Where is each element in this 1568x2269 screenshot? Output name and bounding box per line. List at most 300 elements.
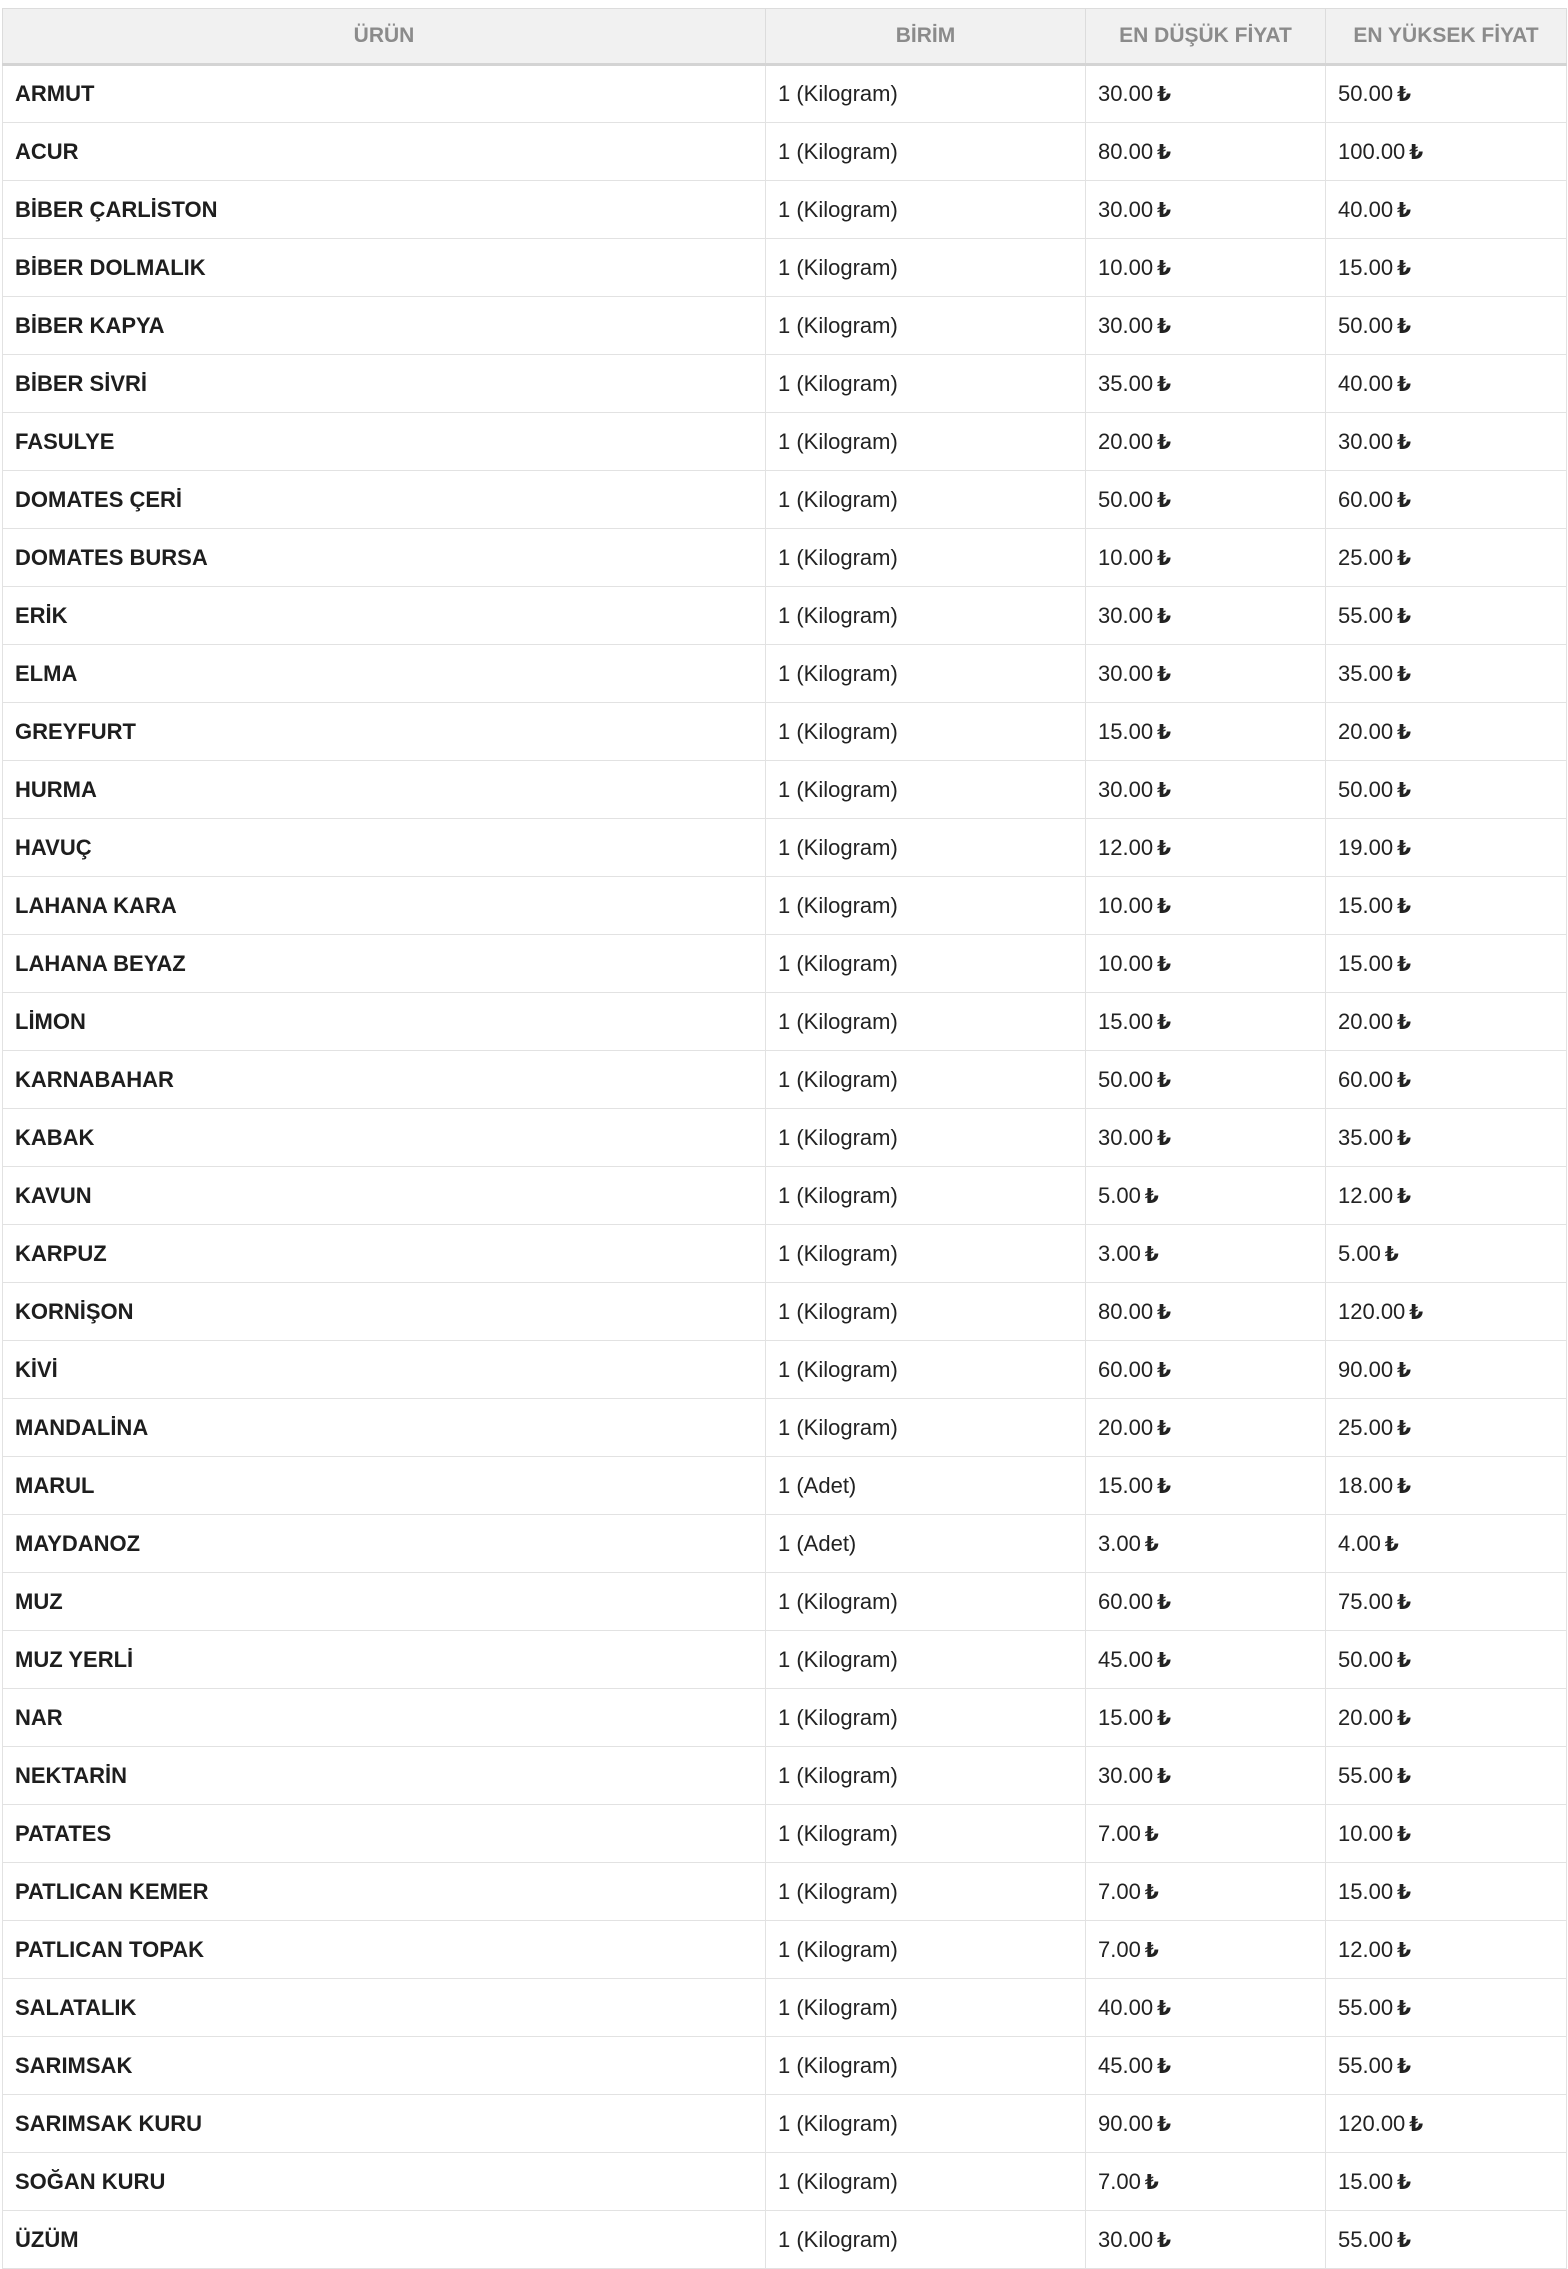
lira-icon: ₺ <box>1157 2055 1171 2078</box>
lira-icon: ₺ <box>1397 895 1411 918</box>
lira-icon: ₺ <box>1409 141 1424 164</box>
product-name <box>3 1341 766 1399</box>
lira-icon: ₺ <box>1157 1649 1171 1672</box>
product-name-value: HAVUÇ <box>15 834 92 860</box>
product-name <box>3 1109 766 1167</box>
max-price-cell <box>1326 1805 1567 1863</box>
max-price-cell-value: 50.00 <box>1338 312 1394 338</box>
min-price-cell-value: 30.00 <box>1098 660 1154 686</box>
unit-cell <box>766 1689 1086 1747</box>
lira-icon: ₺ <box>1157 953 1171 976</box>
min-price-cell-value: 10.00 <box>1098 950 1154 976</box>
unit-cell-value: 1 (Adet) <box>778 1530 857 1556</box>
product-name <box>3 239 766 297</box>
product-name-value: BİBER SİVRİ <box>15 370 148 396</box>
min-price-cell <box>1086 123 1326 181</box>
lira-icon: ₺ <box>1157 257 1171 280</box>
product-name <box>3 1457 766 1515</box>
product-name-value: PATLICAN TOPAK <box>15 1936 205 1962</box>
min-price-cell <box>1086 1399 1326 1457</box>
lira-icon: ₺ <box>1157 605 1171 628</box>
lira-icon: ₺ <box>1397 953 1411 976</box>
price-table <box>2 8 1567 2269</box>
product-name-value: LAHANA BEYAZ <box>15 950 186 976</box>
max-price-cell-value: 30.00 <box>1338 428 1394 454</box>
max-price-cell-value: 12.00 <box>1338 1936 1394 1962</box>
max-price-cell <box>1326 2211 1567 2269</box>
table-header <box>3 9 1567 65</box>
lira-icon: ₺ <box>1144 1185 1159 1208</box>
product-name-value: KORNİŞON <box>15 1298 134 1324</box>
lira-icon: ₺ <box>1397 1765 1411 1788</box>
product-name-value: SALATALIK <box>15 1994 137 2020</box>
header-min-price[interactable]: EN DÜŞÜK FİYAT <box>1086 9 1326 65</box>
max-price-cell-value: 50.00 <box>1338 1646 1394 1672</box>
product-name <box>3 1283 766 1341</box>
product-name-value: ARMUT <box>15 81 95 106</box>
unit-cell <box>766 1921 1086 1979</box>
lira-icon: ₺ <box>1397 1185 1411 1208</box>
lira-icon: ₺ <box>1397 1011 1411 1034</box>
max-price-cell-value: 18.00 <box>1338 1472 1394 1498</box>
product-name-value: SOĞAN KURU <box>15 2168 166 2194</box>
unit-cell <box>766 935 1086 993</box>
lira-icon: ₺ <box>1144 2171 1159 2194</box>
min-price-cell-value: 30.00 <box>1098 312 1154 338</box>
table-row <box>3 123 1567 181</box>
min-price-cell-value: 60.00 <box>1098 1588 1154 1614</box>
header-max-price[interactable]: EN YÜKSEK FİYAT <box>1326 9 1567 65</box>
table-row <box>3 1109 1567 1167</box>
min-price-cell <box>1086 181 1326 239</box>
min-price-cell <box>1086 935 1326 993</box>
product-name <box>3 529 766 587</box>
min-price-cell <box>1086 2211 1326 2269</box>
max-price-cell-value: 25.00 <box>1338 544 1394 570</box>
lira-icon: ₺ <box>1397 489 1411 512</box>
min-price-cell-value: 35.00 <box>1098 370 1154 396</box>
unit-cell <box>766 471 1086 529</box>
unit-cell-value: 1 (Kilogram) <box>778 138 898 164</box>
product-name-value: NAR <box>15 1704 63 1730</box>
max-price-cell-value: 19.00 <box>1338 834 1394 860</box>
lira-icon: ₺ <box>1144 1243 1159 1266</box>
lira-icon: ₺ <box>1397 663 1411 686</box>
unit-cell-value: 1 (Kilogram) <box>778 254 898 280</box>
max-price-cell <box>1326 1515 1567 1573</box>
product-name-value: LİMON <box>15 1008 86 1034</box>
product-name-value: MAYDANOZ <box>15 1530 141 1556</box>
product-name <box>3 1631 766 1689</box>
min-price-cell-value: 7.00 <box>1098 2168 1141 2194</box>
min-price-cell-value: 15.00 <box>1098 1472 1154 1498</box>
min-price-cell-value: 30.00 <box>1098 776 1154 802</box>
unit-cell-value: 1 (Kilogram) <box>778 2052 898 2078</box>
lira-icon: ₺ <box>1157 431 1171 454</box>
product-name <box>3 181 766 239</box>
max-price-cell <box>1326 1341 1567 1399</box>
lira-icon: ₺ <box>1397 1707 1411 1730</box>
product-name-value: GREYFURT <box>15 718 136 744</box>
product-name <box>3 2037 766 2095</box>
max-price-cell <box>1326 1225 1567 1283</box>
min-price-cell-value: 50.00 <box>1098 1066 1154 1092</box>
min-price-cell-value: 5.00 <box>1098 1182 1141 1208</box>
product-name-value: DOMATES ÇERİ <box>15 486 183 512</box>
max-price-cell-value: 15.00 <box>1338 254 1394 280</box>
lira-icon: ₺ <box>1397 315 1411 338</box>
min-price-cell-value: 12.00 <box>1098 834 1154 860</box>
table-row <box>3 471 1567 529</box>
lira-icon: ₺ <box>1397 84 1411 106</box>
unit-cell-value: 1 (Kilogram) <box>778 486 898 512</box>
header-row <box>3 9 1567 65</box>
max-price-cell <box>1326 1051 1567 1109</box>
product-name-value: BİBER KAPYA <box>15 312 165 338</box>
unit-cell-value: 1 (Kilogram) <box>778 1762 898 1788</box>
unit-cell-value: 1 (Kilogram) <box>778 1878 898 1904</box>
min-price-cell-value: 30.00 <box>1098 602 1154 628</box>
lira-icon: ₺ <box>1157 1359 1171 1382</box>
max-price-cell <box>1326 355 1567 413</box>
table-row <box>3 65 1567 123</box>
max-price-cell <box>1326 297 1567 355</box>
unit-cell <box>766 529 1086 587</box>
unit-cell <box>766 1863 1086 1921</box>
lira-icon: ₺ <box>1409 1301 1424 1324</box>
table-row <box>3 2037 1567 2095</box>
table-row <box>3 819 1567 877</box>
min-price-cell <box>1086 1515 1326 1573</box>
product-name <box>3 587 766 645</box>
min-price-cell <box>1086 1921 1326 1979</box>
max-price-cell-value: 55.00 <box>1338 1994 1394 2020</box>
lira-icon: ₺ <box>1157 895 1171 918</box>
lira-icon: ₺ <box>1397 837 1411 860</box>
unit-cell-value: 1 (Kilogram) <box>778 1820 898 1846</box>
max-price-cell-value: 55.00 <box>1338 1762 1394 1788</box>
product-name-value: KARNABAHAR <box>15 1066 174 1092</box>
min-price-cell <box>1086 1109 1326 1167</box>
min-price-cell <box>1086 2037 1326 2095</box>
unit-cell <box>766 1167 1086 1225</box>
product-name-value: HURMA <box>15 776 97 802</box>
max-price-cell <box>1326 1631 1567 1689</box>
lira-icon: ₺ <box>1157 489 1171 512</box>
header-unit[interactable]: BİRİM <box>766 9 1086 65</box>
unit-cell-value: 1 (Kilogram) <box>778 1240 898 1266</box>
min-price-cell <box>1086 1283 1326 1341</box>
unit-cell-value: 1 (Kilogram) <box>778 428 898 454</box>
max-price-cell <box>1326 1167 1567 1225</box>
unit-cell-value: 1 (Kilogram) <box>778 1124 898 1150</box>
unit-cell-value: 1 (Kilogram) <box>778 370 898 396</box>
max-price-cell <box>1326 1979 1567 2037</box>
max-price-cell <box>1326 935 1567 993</box>
product-name <box>3 935 766 993</box>
lira-icon: ₺ <box>1397 199 1411 222</box>
lira-icon: ₺ <box>1397 1069 1411 1092</box>
max-price-cell-value: 20.00 <box>1338 1008 1394 1034</box>
lira-icon: ₺ <box>1397 1939 1411 1962</box>
min-price-cell <box>1086 877 1326 935</box>
max-price-cell <box>1326 65 1567 123</box>
table-row <box>3 2153 1567 2211</box>
unit-cell-value: 1 (Kilogram) <box>778 776 898 802</box>
min-price-cell <box>1086 1573 1326 1631</box>
lira-icon: ₺ <box>1157 547 1171 570</box>
unit-cell-value: 1 (Kilogram) <box>778 1936 898 1962</box>
lira-icon: ₺ <box>1397 1823 1411 1846</box>
lira-icon: ₺ <box>1157 2113 1171 2136</box>
lira-icon: ₺ <box>1157 84 1171 106</box>
table-row <box>3 2211 1567 2269</box>
product-name <box>3 877 766 935</box>
unit-cell <box>766 1341 1086 1399</box>
product-name-value: SARIMSAK <box>15 2052 133 2078</box>
max-price-cell-value: 100.00 <box>1338 138 1406 164</box>
product-name <box>3 413 766 471</box>
min-price-cell-value: 10.00 <box>1098 544 1154 570</box>
table-row <box>3 1921 1567 1979</box>
max-price-cell-value: 55.00 <box>1338 2052 1394 2078</box>
unit-cell <box>766 1979 1086 2037</box>
min-price-cell-value: 10.00 <box>1098 892 1154 918</box>
min-price-cell-value: 3.00 <box>1098 1530 1141 1556</box>
table-row <box>3 2095 1567 2153</box>
min-price-cell-value: 45.00 <box>1098 1646 1154 1672</box>
product-name-value: NEKTARİN <box>15 1762 128 1788</box>
max-price-cell-value: 15.00 <box>1338 892 1394 918</box>
min-price-cell <box>1086 1979 1326 2037</box>
lira-icon: ₺ <box>1397 257 1411 280</box>
max-price-cell <box>1326 471 1567 529</box>
lira-icon: ₺ <box>1397 547 1411 570</box>
max-price-cell <box>1326 2153 1567 2211</box>
unit-cell <box>766 2037 1086 2095</box>
min-price-cell <box>1086 993 1326 1051</box>
product-name-value: DOMATES BURSA <box>15 544 208 570</box>
unit-cell <box>766 2153 1086 2211</box>
min-price-cell <box>1086 239 1326 297</box>
table-row <box>3 1515 1567 1573</box>
lira-icon: ₺ <box>1397 721 1411 744</box>
lira-icon: ₺ <box>1144 1823 1159 1846</box>
table-row <box>3 1805 1567 1863</box>
min-price-cell-value: 30.00 <box>1098 1762 1154 1788</box>
unit-cell-value: 1 (Kilogram) <box>778 1008 898 1034</box>
max-price-cell <box>1326 2037 1567 2095</box>
lira-icon: ₺ <box>1157 2229 1171 2252</box>
min-price-cell <box>1086 355 1326 413</box>
max-price-cell-value: 60.00 <box>1338 1066 1394 1092</box>
max-price-cell-value: 40.00 <box>1338 196 1394 222</box>
product-name <box>3 703 766 761</box>
unit-cell <box>766 1631 1086 1689</box>
table-row <box>3 761 1567 819</box>
max-price-cell-value: 4.00 <box>1338 1530 1381 1556</box>
min-price-cell <box>1086 1167 1326 1225</box>
unit-cell <box>766 587 1086 645</box>
table-row <box>3 297 1567 355</box>
max-price-cell <box>1326 239 1567 297</box>
min-price-cell <box>1086 645 1326 703</box>
min-price-cell <box>1086 587 1326 645</box>
max-price-cell-value: 5.00 <box>1338 1240 1381 1266</box>
lira-icon: ₺ <box>1157 1301 1171 1324</box>
product-name <box>3 123 766 181</box>
max-price-cell <box>1326 123 1567 181</box>
lira-icon: ₺ <box>1157 1475 1171 1498</box>
product-name-value: MUZ <box>15 1588 63 1614</box>
product-name-value: ELMA <box>15 660 78 686</box>
max-price-cell <box>1326 877 1567 935</box>
unit-cell-value: 1 (Kilogram) <box>778 602 898 628</box>
product-name-value: MARUL <box>15 1472 95 1498</box>
table-row <box>3 1399 1567 1457</box>
product-name-value: ACUR <box>15 138 79 164</box>
max-price-cell <box>1326 1921 1567 1979</box>
product-name <box>3 1979 766 2037</box>
max-price-cell <box>1326 529 1567 587</box>
unit-cell-value: 1 (Kilogram) <box>778 196 898 222</box>
product-name <box>3 1167 766 1225</box>
product-name-value: KAVUN <box>15 1182 92 1208</box>
max-price-cell <box>1326 1573 1567 1631</box>
unit-cell-value: 1 (Kilogram) <box>778 1994 898 2020</box>
min-price-cell-value: 3.00 <box>1098 1240 1141 1266</box>
max-price-cell-value: 40.00 <box>1338 370 1394 396</box>
max-price-cell <box>1326 181 1567 239</box>
product-name <box>3 993 766 1051</box>
unit-cell-value: 1 (Kilogram) <box>778 1588 898 1614</box>
unit-cell-value: 1 (Kilogram) <box>778 1182 898 1208</box>
max-price-cell-value: 90.00 <box>1338 1356 1394 1382</box>
max-price-cell-value: 55.00 <box>1338 2226 1394 2252</box>
product-name <box>3 1921 766 1979</box>
table-row <box>3 877 1567 935</box>
min-price-cell-value: 60.00 <box>1098 1356 1154 1382</box>
product-name <box>3 297 766 355</box>
table-row <box>3 413 1567 471</box>
lira-icon: ₺ <box>1397 1475 1411 1498</box>
max-price-cell-value: 35.00 <box>1338 1124 1394 1150</box>
lira-icon: ₺ <box>1397 431 1411 454</box>
min-price-cell <box>1086 819 1326 877</box>
product-name-value: FASULYE <box>15 428 115 454</box>
lira-icon: ₺ <box>1397 2055 1411 2078</box>
max-price-cell-value: 55.00 <box>1338 602 1394 628</box>
lira-icon: ₺ <box>1397 1591 1411 1614</box>
table-row <box>3 1283 1567 1341</box>
lira-icon: ₺ <box>1397 1649 1411 1672</box>
table-row <box>3 1051 1567 1109</box>
min-price-cell <box>1086 1341 1326 1399</box>
product-name <box>3 1805 766 1863</box>
min-price-cell <box>1086 1863 1326 1921</box>
max-price-cell-value: 12.00 <box>1338 1182 1394 1208</box>
lira-icon: ₺ <box>1397 2229 1411 2252</box>
unit-cell <box>766 65 1086 123</box>
unit-cell-value: 1 (Kilogram) <box>778 834 898 860</box>
lira-icon: ₺ <box>1157 373 1171 396</box>
unit-cell-value: 1 (Kilogram) <box>778 1356 898 1382</box>
table-row <box>3 1747 1567 1805</box>
min-price-cell-value: 7.00 <box>1098 1936 1141 1962</box>
product-name <box>3 761 766 819</box>
product-name-value: BİBER DOLMALIK <box>15 254 206 280</box>
lira-icon: ₺ <box>1157 1591 1171 1614</box>
lira-icon: ₺ <box>1397 1997 1411 2020</box>
unit-cell <box>766 1747 1086 1805</box>
max-price-cell-value: 120.00 <box>1338 2110 1406 2136</box>
product-name <box>3 471 766 529</box>
max-price-cell-value: 50.00 <box>1338 81 1394 106</box>
unit-cell-value: 1 (Kilogram) <box>778 544 898 570</box>
product-name <box>3 1225 766 1283</box>
min-price-cell <box>1086 703 1326 761</box>
product-name <box>3 2211 766 2269</box>
min-price-cell-value: 80.00 <box>1098 138 1154 164</box>
table-row <box>3 355 1567 413</box>
unit-cell <box>766 645 1086 703</box>
lira-icon: ₺ <box>1157 779 1171 802</box>
unit-cell-value: 1 (Kilogram) <box>778 892 898 918</box>
min-price-cell <box>1086 1747 1326 1805</box>
table-row <box>3 1457 1567 1515</box>
unit-cell-value: 1 (Kilogram) <box>778 1066 898 1092</box>
min-price-cell-value: 7.00 <box>1098 1878 1141 1904</box>
unit-cell <box>766 1515 1086 1573</box>
min-price-cell-value: 10.00 <box>1098 254 1154 280</box>
min-price-cell <box>1086 65 1326 123</box>
min-price-cell-value: 15.00 <box>1098 1704 1154 1730</box>
min-price-cell <box>1086 1225 1326 1283</box>
product-name <box>3 1573 766 1631</box>
product-name <box>3 1399 766 1457</box>
product-name-value: SARIMSAK KURU <box>15 2110 202 2136</box>
header-product[interactable]: ÜRÜN <box>3 9 766 65</box>
product-name-value: PATATES <box>15 1820 112 1846</box>
min-price-cell <box>1086 761 1326 819</box>
max-price-cell <box>1326 1747 1567 1805</box>
table-row <box>3 935 1567 993</box>
product-name-value: KİVİ <box>15 1356 58 1382</box>
unit-cell-value: 1 (Kilogram) <box>778 2110 898 2136</box>
unit-cell <box>766 1399 1086 1457</box>
product-name <box>3 65 766 123</box>
min-price-cell-value: 50.00 <box>1098 486 1154 512</box>
product-name <box>3 1515 766 1573</box>
table-row <box>3 1689 1567 1747</box>
unit-cell <box>766 123 1086 181</box>
min-price-cell-value: 30.00 <box>1098 1124 1154 1150</box>
table-row <box>3 529 1567 587</box>
unit-cell <box>766 1225 1086 1283</box>
product-name-value: ÜZÜM <box>15 2226 79 2252</box>
max-price-cell <box>1326 1863 1567 1921</box>
unit-cell <box>766 703 1086 761</box>
table-row <box>3 1863 1567 1921</box>
product-name <box>3 819 766 877</box>
max-price-cell <box>1326 703 1567 761</box>
unit-cell-value: 1 (Kilogram) <box>778 81 898 106</box>
min-price-cell-value: 7.00 <box>1098 1820 1141 1846</box>
unit-cell <box>766 355 1086 413</box>
lira-icon: ₺ <box>1144 1533 1159 1556</box>
unit-cell <box>766 877 1086 935</box>
min-price-cell <box>1086 471 1326 529</box>
